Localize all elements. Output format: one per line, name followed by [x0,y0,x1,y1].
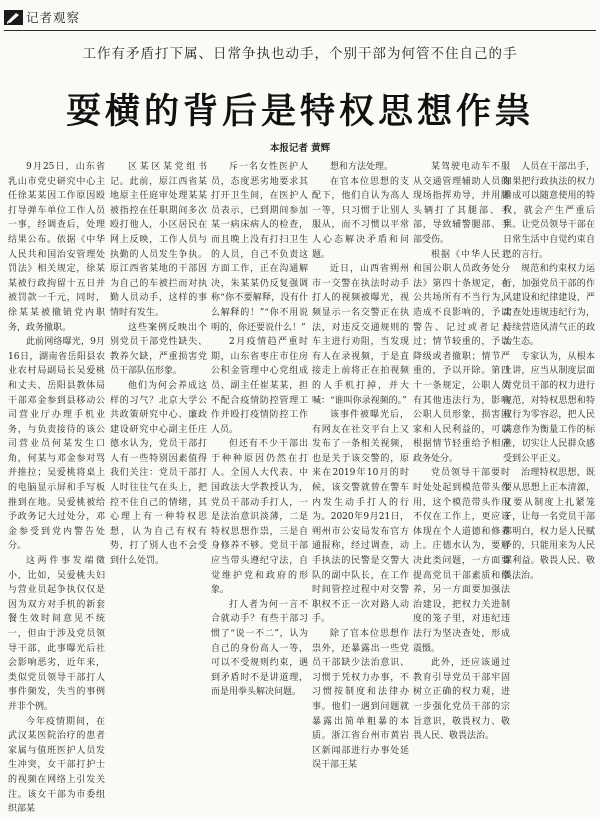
byline: 本报记者 黄辉 [269,143,331,154]
headline: 耍横的背后是特权思想作祟 [65,92,534,132]
article-column-2 [110,160,207,567]
article-column-4 [312,160,409,771]
paragraph: 规范和约束权力运行，加强党员干部的作风建设和纪律建设，严肃查处违规违纪行为，持续营造风清气正的政治生态。 [503,264,595,348]
column-tag-label: 记者观察 [26,10,81,25]
article-column-6 [503,160,595,581]
pen-icon [4,10,23,25]
paragraph: 9月25日，山东省乳山市党史研究中心主任徐某某因工作原因殴打导弹车单位工作人员一事，经调查后，处理结果公布。依据《中华人民共和国治安管理处罚法》相关规定，徐某某被行政拘留十五日并被罚款一千元，同时，徐某某被撤销党内职务，政务撤职。 [8,162,105,333]
paragraph: 这些案例反映出个别党员干部党性缺失、教养欠缺，严重损害党员干部队伍形象。 [110,322,207,377]
paragraph: 这两件事发端微小，比如，吴爱桃夫妇与营业员起争执仅仅是因为双方对手机的新套餐生效时间意见不统一，但由于涉及党员领导干部，此事曝光后社会影响恶劣，近年来，类似党员领导干部打人事件频发，失当的事例并非个例。 [8,556,105,712]
paragraph: 除了官本位思想作祟外，还暴露出一些党员干部缺少法治意识、习惯于凭权力办事，不习惯按制度和法律办事。他们一遇到问题就暴露出简单粗暴的本质。浙江省台州市黄岩区新闻部进行办事处延误干部王某 [312,629,409,771]
paragraph: 人员在干部出手，如果把行政执法的权力看成可以随意使用的特权，就会产生严重后果。让党员领导干部在日常生活中自觉约束自己的言行。 [503,162,595,260]
header-rule [4,30,596,31]
paragraph: 区某区某党组书记。此前，原江西省某地原主任庭审处理某某被指控在任职期间多次殴打他人，小区居民在网上反映，工作人员与执勤的人员发生争执。原江西省某地的干部因为自己的车被拦而对执勤人员动手，这样的事情时有发生。 [110,162,207,318]
paragraph: 治理特权思想，既要从思想上正本清源，又要从制度上扎紧笼子，让每一名党员干部都明白，权力是人民赋予的，只能用来为人民谋利益。敬畏人民、敬畏法治。 [503,468,595,581]
column-tag [4,8,80,26]
article-column-5 [413,160,510,742]
article-column-1 [8,160,105,815]
paragraph: 该事件被曝光后，有网友在社交平台上又发布了一条相关视频，也是关于该交警的，原来在2019年10月的时候，该交警就曾在警车内发生动手打人的行为。2020年9月21日，朔州市公安局发布官方通报称，经过调查，动手执法的民警是交警大队的副中队长，在工作时间管控过程中对交警职权不正一次对路人动手。 [312,410,409,625]
paragraph: 党员领导干部要时时处处起到模范带头作用，这个模范带头作用不仅在工作上，更应该体现在个人道德和修养上。庄德水认为，要解决此类问题，一方面要提高党员干部素质和修养，另一方面要加强法治建设，把权力关进制度的笼子里，对违纪违法行为坚决查处，形成震慑。 [413,468,510,654]
paragraph: 他们为何会养成这样的习气？北京大学公共政策研究中心、廉政建设研究中心副主任庄德水认为，党员干部打人有一些特别因素值得我们关注：党员干部打人时往往气在头上，把控不住自己的情绪，其心理上有一种特权思想，认为自己有权有势，打了别人也不会受到什么处罚。 [110,380,207,567]
paragraph: 专家认为，从根本上讲，应当从制度层面对党员干部的权力进行规范，对特权思想和特权行为零容忍，把人民满意作为衡量工作的标准，切实让人民群众感受到公平正义。 [503,351,595,464]
paragraph: 根据《中华人民共和国公职人员政务处分法》第四十条规定，在公共场所有不当行为，造成不良影响的，予以警告、记过或者记大过；情节较重的，予以降级或者撤职；情节严重的，予以开除。第四十一条规定，公职人员有其他违法行为，影响公职人员形象，损害国家和人民利益的，可以根据情节轻重给予相应政务处分。 [413,249,510,464]
subtitle: 工作有矛盾打下属、日常争执也动手，个别干部为何管不住自己的手 [82,46,518,62]
paragraph: 某驾驶电动车不服从交通管理辅助人员的现场指挥劝导，并用脚头辆打了其腿部、手部，导致辅警腿部、手部受伤。 [413,162,510,245]
paragraph: 但还有不少干部出于种种原因仍然在打人。全国人大代表、中国政法大学教授认为，党员干部动手打人，一是法治意识淡薄，二是特权思想作祟，三是自身修养不够。党员干部应当带头遵纪守法，自觉维护党和政府的形象。 [211,439,308,596]
paragraph: 想和方法处理。 [330,162,394,172]
paragraph: 打人者为何一言不合就动手？有些干部习惯了“说一不二”，认为自己的身份高人一等，可以不受规则约束，遇到矛盾时不是讲道理，而是用拳头解决问题。 [211,599,308,698]
paragraph: 今年疫情期间，在武汉某医院治疗的患者家属与值班医护人员发生冲突，女干部打护士的视频在网络上引发关注。该女干部为市委组织部某 [8,716,105,815]
paragraph: 此外，还应该通过教育引导党员干部牢固树立正确的权力观，进一步强化党员干部的宗旨意识，敬畏权力、敬畏人民、敬畏法治。 [413,658,510,742]
paragraph: 在官本位思想的支配下，他们自认为高人一等，只习惯于让别人服从，而不习惯以平常人心态解决矛盾和问题。 [312,176,409,260]
article-column-3 [211,160,308,698]
paragraph: 此前网络曝光，9月16日，湖南省岳阳县农业农村局副局长吴爱桃和丈夫、岳阳县教体局干部邓金参到县移动公司营业厅办理手机业务，与负责接待的该公司营业员何某发生口角，何某与邓金参对骂并推拉；吴爱桃将桌上的电脑显示屏和手写板推到在地。吴爱桃被给予政务记大过处分，邓金参受到党内警告处分。 [8,337,105,552]
paragraph: 斥一名女性医护人员，态度恶劣地要求其打开卫生间，在医护人员表示，已到期间参加某一病床病人的检查，而且晚上没有打扫卫生的人员，自己不负责这方面工作，正在沟通解决，朱某某仍反复强调称“你不要解释，没有什么解释的！”“你不用说明的，你还要说什么！” [211,162,308,333]
paragraph: 近日，山西省朔州市一交警在执法时动手打人的视频被曝光，视频显示一名交警正在执法，对违反交通规则的车主进行劝阻，当发现有人在录视频，于是直接走上前将正在拍视频的人手机打掉，并大喊：“谁叫你录视频的。” [312,264,409,406]
paragraph: 2月疫情趋严重时期，山东省枣庄市住房公积金管理中心党组成员、副主任崔某某，担不配合疫情防控管理工作并殴打疫情防控工作人员。 [211,337,308,435]
